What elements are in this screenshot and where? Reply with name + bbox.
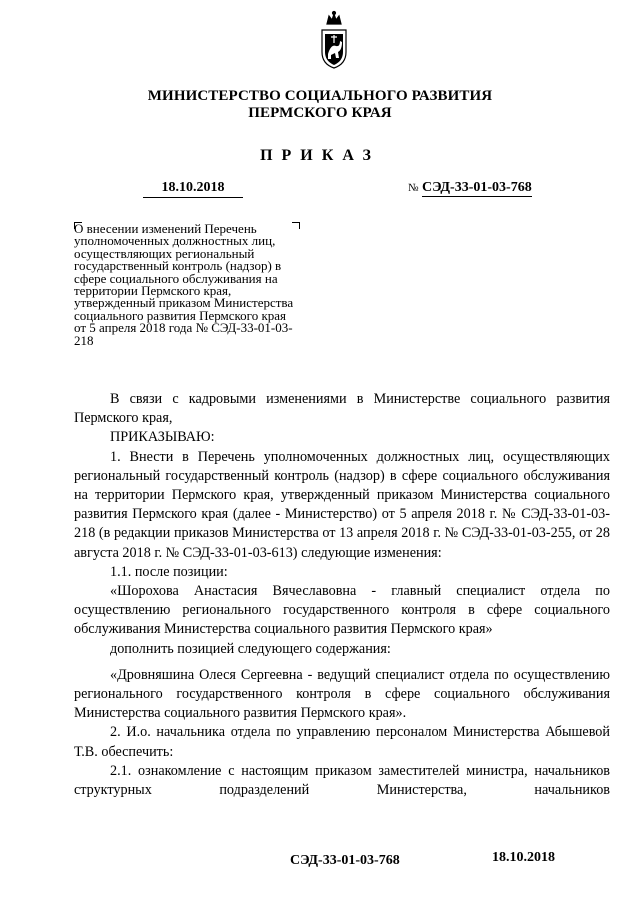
document-date: 18.10.2018	[143, 180, 243, 198]
coat-of-arms-emblem	[318, 10, 350, 70]
add-position-paragraph: дополнить позицией следующего содержания:	[110, 640, 391, 657]
document-number-value: СЭД-33-01-03-768	[422, 180, 532, 195]
ministry-name	[0, 88, 640, 122]
document-number	[408, 180, 532, 196]
item-1-paragraph: 1. Внести в Перечень уполномоченных должностных лиц, осуществляющих региональный государственный контроль (надзор) в сфере социального обслуживания на территории Пермского края, утвержденный приказом Министерства социального развития Пермского края (далее - Министерство) от 5 апреля 2018 г. № СЭД-33-01-03-218 (в редакции приказов Министерства от 13 апреля 2018 г. № СЭД-33-01-03-255, от 28 августа 2018 г. № СЭД-33-01-03-613) следующие изменения:	[74, 448, 610, 561]
document-subject: О внесении изменений Перечень уполномоченных должностных лиц, осуществляющих региональный государственный контроль (надзор) в сфере социального обслуживания на территории Пермского края, утвержденный приказом Министерства социального развития Пермского края от 5 апреля 2018 года № СЭД-33-01-03-218	[74, 221, 294, 348]
ministry-name-line2: ПЕРМСКОГО КРАЯ	[248, 105, 392, 121]
quote-2-paragraph: «Дровняшина Олеся Сергеевна - ведущий специалист отдела по осуществлению регионального государственного контроля в сфере социального обслуживания Министерства социального развития Пермского края».	[74, 666, 610, 722]
order-word: ПРИКАЗЫВАЮ:	[110, 429, 215, 446]
intro-paragraph: В связи с кадровыми изменениями в Министерстве социального развития Пермского края,	[74, 391, 610, 427]
footer-document-number: СЭД-33-01-03-768	[290, 853, 400, 868]
number-sign: №	[408, 182, 419, 194]
ministry-name-line1: МИНИСТЕРСТВО СОЦИАЛЬНОГО РАЗВИТИЯ	[147, 88, 493, 104]
document-body	[74, 390, 610, 800]
footer-document-date: 18.10.2018	[492, 850, 555, 865]
document-type: ПРИКАЗ	[260, 147, 380, 164]
quote-1-paragraph: «Шорохова Анастасия Вячеславовна - главный специалист отдела по осуществлению регионального государственного контроля в сфере социального обслуживания Министерства социального развития Пермского края»	[74, 583, 610, 638]
item-2-1-paragraph: 2.1. ознакомление с настоящим приказом заместителей министра, начальников структурных подразделений Министерства, начальников	[74, 762, 610, 799]
item-1-1-paragraph: 1.1. после позиции:	[110, 563, 228, 580]
item-2-paragraph: 2. И.о. начальника отдела по управлению персоналом Министерства Абышевой Т.В. обеспечить:	[74, 724, 610, 760]
